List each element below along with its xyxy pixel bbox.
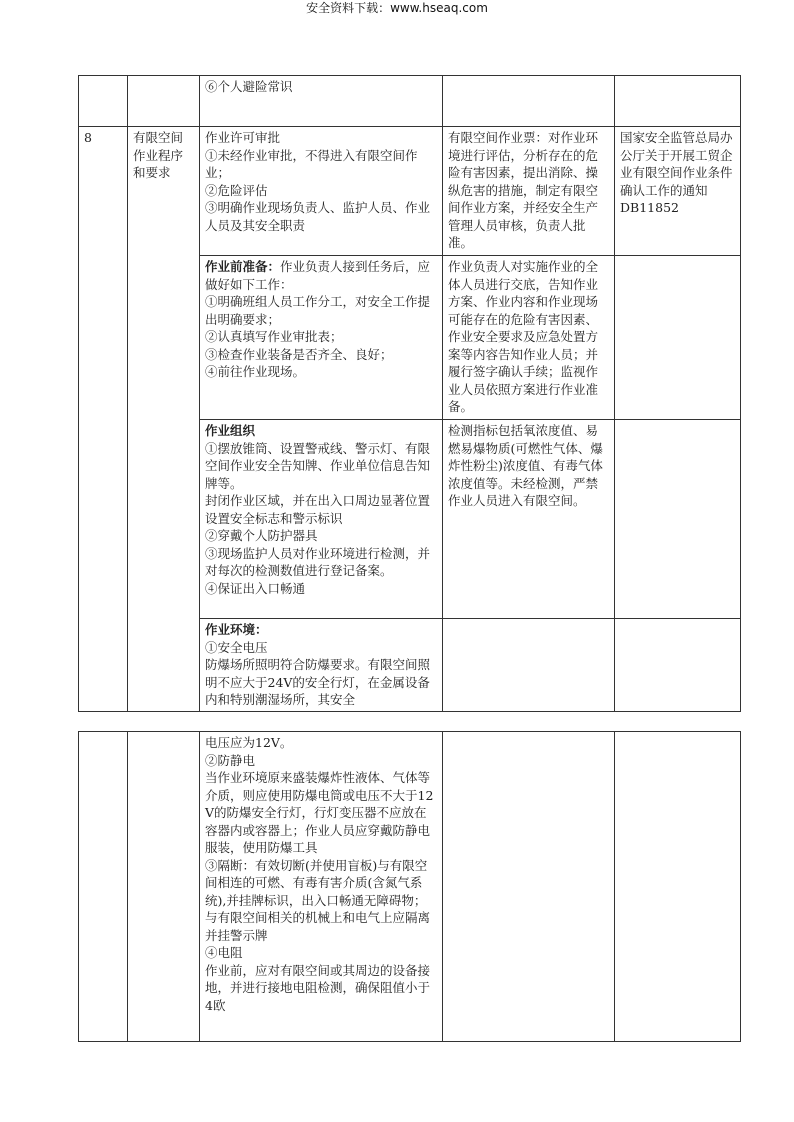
item-category: 有限空间作业程序和要求 bbox=[128, 127, 200, 712]
env-line: ②防静电 bbox=[205, 752, 256, 768]
table-row bbox=[79, 76, 741, 127]
table-row bbox=[79, 732, 741, 1042]
cell-requirement bbox=[443, 732, 615, 1042]
env-continued-cell bbox=[200, 732, 443, 1042]
org-cell bbox=[200, 420, 443, 619]
cell-content: ⑥个人避险常识 bbox=[200, 76, 443, 127]
cell-num bbox=[79, 76, 128, 127]
env-line: 电压应为12V。 bbox=[205, 735, 293, 750]
permit-line: ①未经作业审批，不得进入有限空间作 业； bbox=[205, 147, 418, 180]
org-line: ④保证出入口畅通 bbox=[205, 580, 306, 596]
reference-cell bbox=[615, 127, 741, 256]
prep-title: 作业前准备： bbox=[205, 259, 281, 274]
prep-cell bbox=[200, 256, 443, 420]
prep-line: ②认真填写作业审批表； bbox=[205, 329, 343, 344]
org-line: ③现场监护人员对作业环境进行检测，并对每次的检测数值进行登记备案。 bbox=[205, 545, 431, 578]
procedure-table bbox=[78, 75, 741, 712]
org-line: ②穿戴个人防护器具 bbox=[205, 528, 318, 543]
env-line: ①安全电压 bbox=[205, 639, 268, 655]
org-requirement: 检测指标包括氧浓度值、易燃易爆物质(可燃性气体、爆炸性粉尘)浓度值、有毒气体浓度值等。未经检测，严禁作业人员进入有限空间。 bbox=[443, 420, 615, 619]
prep-line: ④前往作业现场。 bbox=[205, 364, 306, 379]
cell-reference bbox=[615, 76, 741, 127]
org-title: 作业组织 bbox=[205, 423, 256, 438]
permit-line: ③明确作业现场负责人、监护人员、作业人员及其安全职责 bbox=[205, 200, 431, 233]
env-line: ③隔断：有效切断(并使用盲板)与有限空间相连的可燃、有毒有害介质(含氮气系统),并挂牌标识，出入口畅通无障碍物；与有限空间相关的机械上和电气上应隔离并挂警示牌 bbox=[205, 857, 431, 943]
org-line: ①摆放锥筒、设置警戒线、警示灯、有限空间作业安全告知牌、作业单位信息告知牌等。 bbox=[205, 440, 431, 491]
procedure-table-continued bbox=[78, 731, 741, 1042]
permit-title: 作业许可审批 bbox=[205, 130, 281, 145]
cell-reference bbox=[615, 732, 741, 1042]
permit-line: ②危险评估 bbox=[205, 182, 268, 198]
cell-num bbox=[79, 732, 128, 1042]
table-row bbox=[79, 127, 741, 256]
cell-reference bbox=[615, 420, 741, 619]
env-title: 作业环境： bbox=[205, 622, 268, 637]
env-line: 防爆场所照明符合防爆要求。有限空间照明不应大于24V的安全行灯，在金属设备内和特别潮湿场所，其安全 bbox=[205, 657, 431, 707]
prep-line: ①明确班组人员工作分工，对安全工作提出明确要求； bbox=[205, 294, 431, 327]
env-line: 作业前，应对有限空间或其周边的设备接地，并进行接地电阻检测，确保阻值小于4欧 bbox=[205, 962, 431, 1013]
cell-category bbox=[128, 76, 200, 127]
prep-line: ③检查作业装备是否齐全、良好； bbox=[205, 346, 393, 362]
cell-reference bbox=[615, 256, 741, 420]
cell-requirement bbox=[443, 76, 615, 127]
cell-category bbox=[128, 732, 200, 1042]
env-line: ④电阻 bbox=[205, 945, 243, 960]
prep-requirement: 作业负责人对实施作业的全体人员进行交底，告知作业方案、作业内容和作业现场可能存在的危险有害因素、作业安全要求及应急处置方案等内容告知作业人员；并履行签字确认手续；监视作业人员依照方案进行作业准备。 bbox=[443, 256, 615, 420]
org-line: 封闭作业区域，并在出入口周边显著位置设置安全标志和警示标识 bbox=[205, 493, 431, 526]
cell-reference bbox=[615, 619, 741, 712]
page-header: 安全资料下载：www.hseaq.com bbox=[306, 1, 488, 15]
reference-line: 国家安全监管总局办公厅关于开展工贸企业有限空间作业条件确认工作的通知 bbox=[620, 130, 733, 198]
item-number: 8 bbox=[79, 127, 128, 712]
permit-cell bbox=[200, 127, 443, 256]
env-line: 当作业环境原来盛装爆炸性液体、气体等介质，则应使用防爆电筒或电压不大于12V的防爆安全行灯，行灯变压器不应放在容器内或容器上；作业人员应穿戴防静电服装，使用防爆工具 bbox=[205, 770, 434, 855]
env-cell bbox=[200, 619, 443, 712]
cell-requirement bbox=[443, 619, 615, 712]
permit-requirement: 有限空间作业票：对作业环境进行评估，分析存在的危险有害因素，提出消除、操纵危害的措施，制定有限空间作业方案，并经安全生产管理人员审核，负责人批准。 bbox=[443, 127, 615, 256]
reference-line: DB11852 bbox=[620, 200, 679, 215]
prep-intro: 作业负责人接到任务后，应做好如下工作： bbox=[205, 259, 431, 292]
